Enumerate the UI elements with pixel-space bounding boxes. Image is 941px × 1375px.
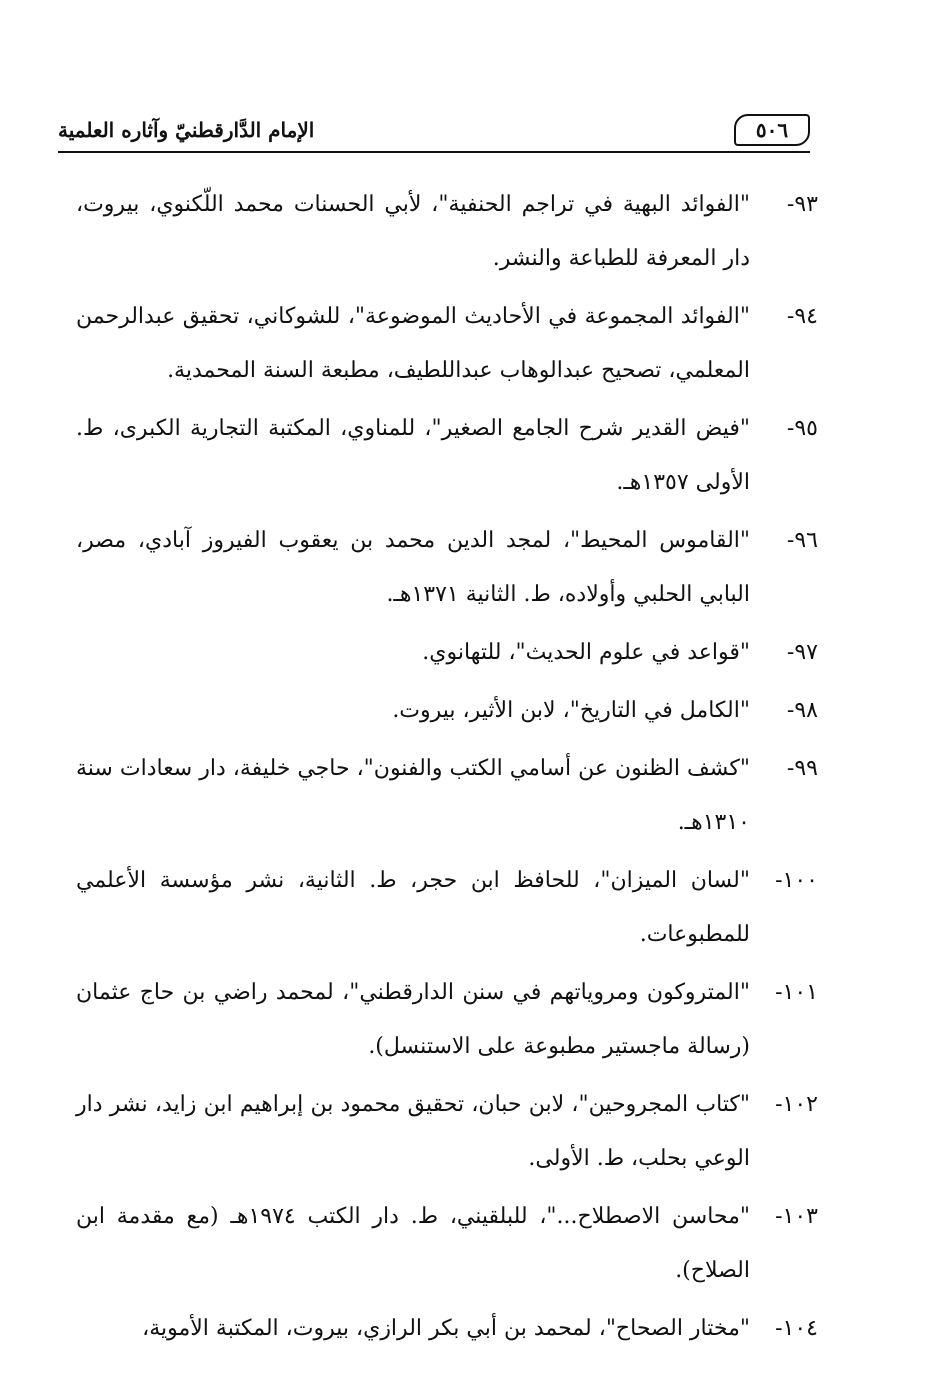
bibliography-entry [76,742,818,850]
bibliography-entry [76,1302,818,1356]
bibliography-entry [76,290,818,398]
entry-text: "الفوائد المجموعة في الأحاديث الموضوعة"، للشوكاني، تحقيق عبدالرحمن المعلمي، تصحيح عبدالوهاب عبداللطيف، مطبعة السنة المحمدية. [76,304,750,383]
bibliography-list [76,178,818,1360]
bibliography-entry [76,514,818,622]
entry-text: "الفوائد البهية في تراجم الحنفية"، لأبي الحسنات محمد اللّكنوي، بيروت، دار المعرفة للطباعة والنشر. [76,192,750,271]
entry-number: ٩٨- [786,698,818,723]
bibliography-entry [76,1190,818,1298]
entry-text: "محاسن الاصطلاح..."، للبلقيني، ط. دار الكتب ١٩٧٤هـ (مع مقدمة ابن الصلاح). [76,1204,750,1283]
entry-text: "لسان الميزان"، للحافظ ابن حجر، ط. الثانية، نشر مؤسسة الأعلمي للمطبوعات. [76,868,750,947]
entry-number: ١٠٣- [775,1204,818,1229]
bibliography-entry [76,402,818,510]
entry-number: ١٠٠- [775,868,818,893]
entry-text: "فيض القدير شرح الجامع الصغير"، للمناوي، المكتبة التجارية الكبرى، ط. الأولى ١٣٥٧هـ. [76,416,750,495]
header-divider [58,151,810,153]
entry-text: "كتاب المجروحين"، لابن حبان، تحقيق محمود بن إبراهيم ابن زايد، نشر دار الوعي بحلب، ط. الأولى. [76,1092,750,1171]
bibliography-entry [76,626,818,680]
entry-text: "المتروكون ومروياتهم في سنن الدارقطني"، لمحمد راضي بن حاج عثمان (رسالة ماجستير مطبوعة على الاستنسل). [76,980,750,1059]
entry-number: ١٠٢- [775,1092,818,1117]
entry-number: ٩٧- [786,640,818,665]
entry-number: ٩٣- [786,192,818,217]
entry-text: "مختار الصحاح"، لمحمد بن أبي بكر الرازي، بيروت، المكتبة الأموية، [142,1316,750,1341]
page-header [58,112,810,152]
entry-text: "كشف الظنون عن أسامي الكتب والفنون"، حاجي خليفة، دار سعادات سنة ١٣١٠هـ. [76,756,750,835]
entry-number: ١٠١- [775,980,818,1005]
bibliography-entry [76,1078,818,1186]
page-number: ٥٠٦ [734,114,810,146]
entry-text: "القاموس المحيط"، لمجد الدين محمد بن يعقوب الفيروز آبادي، مصر، البابي الحلبي وأولاده، ط. الثانية ١٣٧١هـ. [76,528,750,607]
entry-number: ٩٦- [786,528,818,553]
entry-number: ١٠٤- [775,1316,818,1341]
entry-text: "قواعد في علوم الحديث"، للتهانوي. [422,640,750,665]
bibliography-entry [76,684,818,738]
bibliography-entry [76,966,818,1074]
entry-number: ٩٤- [786,304,818,329]
bibliography-entry [76,854,818,962]
entry-text: "الكامل في التاريخ"، لابن الأثير، بيروت. [392,698,750,723]
book-title: الإمام الدَّارقطنيّ وآثاره العلمية [58,118,315,142]
entry-number: ٩٩- [786,756,818,781]
bibliography-entry [76,178,818,286]
entry-number: ٩٥- [786,416,818,441]
